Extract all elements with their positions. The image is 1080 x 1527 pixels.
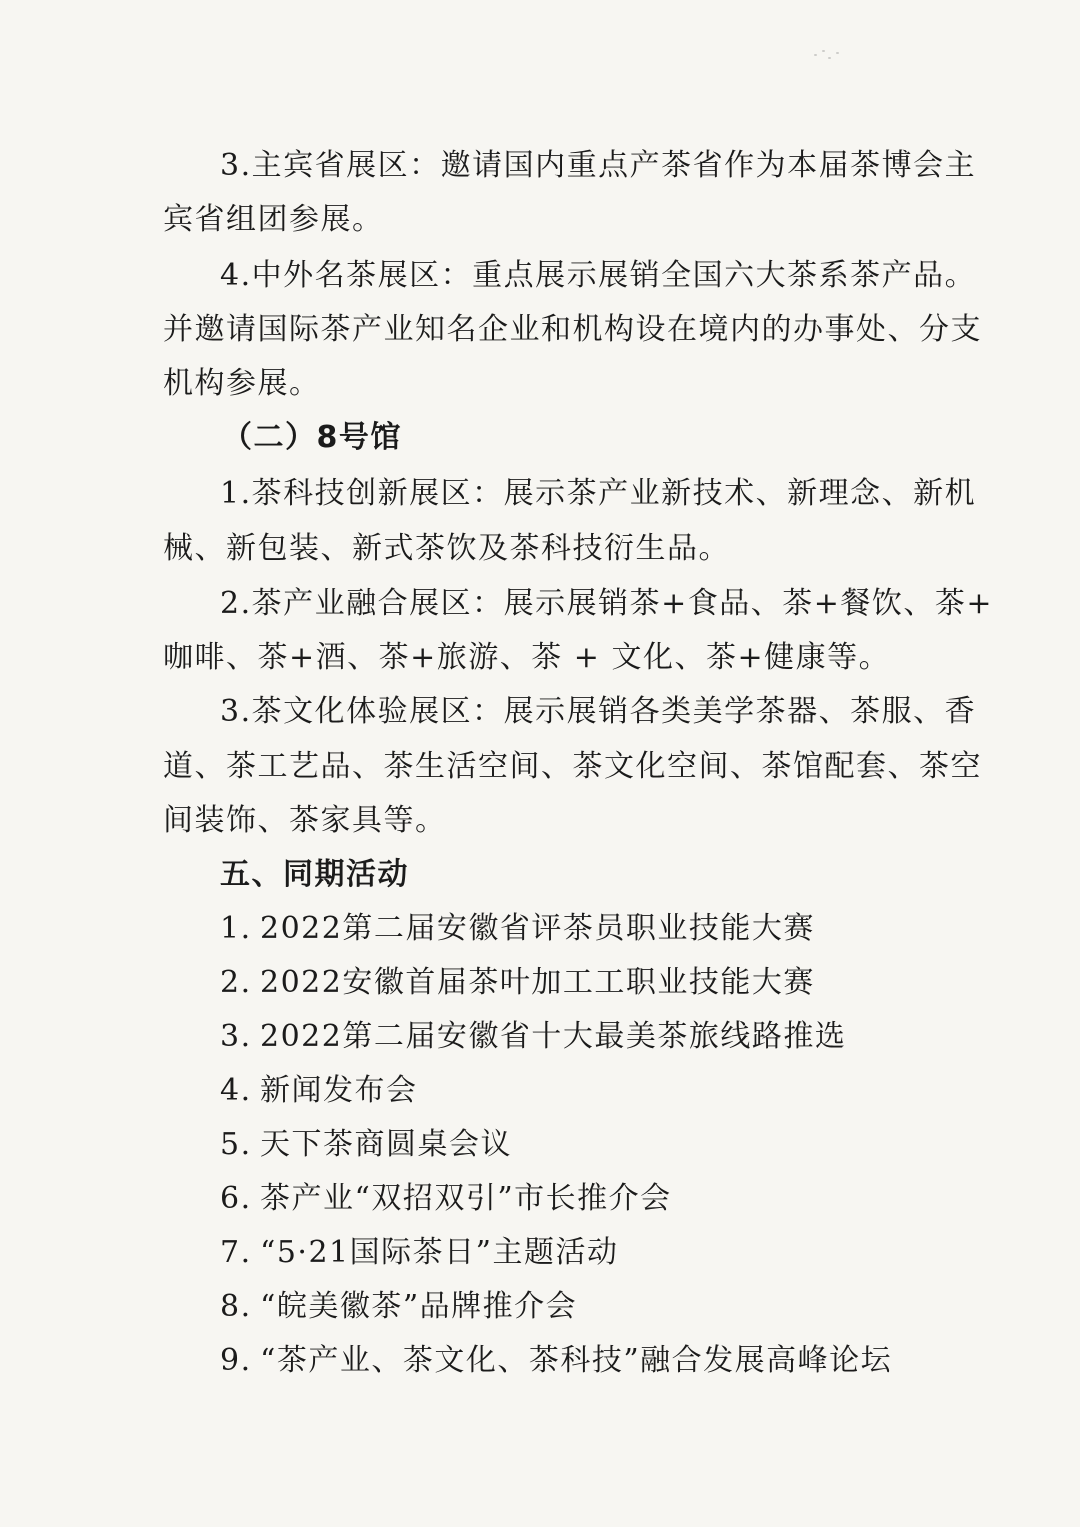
list-item [220, 963, 815, 1003]
list-item-number: 3. [220, 1019, 252, 1054]
list-item-number: 5. [220, 1127, 252, 1162]
list-item [220, 1017, 846, 1057]
paragraph-guest-province-line-2: 宾省组团参展。 [163, 202, 384, 237]
paragraph-culture-line-1: 3.茶文化体验展区：展示展销各类美学茶器、茶服、香 [220, 694, 977, 729]
paragraph-culture-line-3: 间装饰、茶家具等。 [163, 803, 447, 838]
list-item-text: 天下茶商圆桌会议 [260, 1127, 512, 1162]
list-item-text: “5·21国际茶日”主题活动 [260, 1235, 619, 1270]
list-item-number: 6. [220, 1181, 252, 1216]
list-item-number: 7. [220, 1235, 252, 1270]
list-item [220, 1179, 672, 1219]
paragraph-integration-line-2: 咖啡、茶+酒、茶+旅游、茶 + 文化、茶+健康等。 [163, 640, 891, 675]
list-item-number: 2. [220, 965, 252, 1000]
paragraph-tea-tech-line-1: 1.茶科技创新展区：展示茶产业新技术、新理念、新机 [220, 476, 977, 511]
paragraph-famous-tea-line-1: 4.中外名茶展区：重点展示展销全国六大茶系茶产品。 [220, 258, 977, 293]
paragraph-tea-tech-line-2: 械、新包装、新式茶饮及茶科技衍生品。 [163, 531, 730, 566]
list-item-text: 2022安徽首届茶叶加工工职业技能大赛 [260, 965, 815, 1000]
list-item [220, 1287, 577, 1327]
section-heading-activities: 五、同期活动 [220, 857, 409, 892]
list-item [220, 1233, 618, 1273]
list-item-text: 2022第二届安徽省评茶员职业技能大赛 [260, 911, 815, 946]
paragraph-culture-line-2: 道、茶工艺品、茶生活空间、茶文化空间、茶馆配套、茶空 [163, 749, 982, 784]
list-item-text: 2022第二届安徽省十大最美茶旅线路推选 [260, 1019, 847, 1054]
list-item [220, 1341, 892, 1381]
list-item-number: 4. [220, 1073, 252, 1108]
paragraph-famous-tea-line-3: 机构参展。 [163, 366, 321, 401]
section-heading-hall-8: （二）8号馆 [222, 420, 402, 455]
list-item-number: 8. [220, 1289, 252, 1324]
list-item-number: 1. [220, 911, 252, 946]
list-item-number: 9. [220, 1343, 252, 1378]
list-item-text: 新闻发布会 [260, 1073, 418, 1108]
list-item [220, 1071, 418, 1111]
list-item-text: “皖美徽茶”品牌推介会 [260, 1289, 578, 1324]
paragraph-guest-province-line-1: 3.主宾省展区：邀请国内重点产茶省作为本届茶博会主 [220, 148, 977, 183]
list-item-text: “茶产业、茶文化、茶科技”融合发展高峰论坛 [260, 1343, 893, 1378]
paragraph-famous-tea-line-2: 并邀请国际茶产业知名企业和机构设在境内的办事处、分支 [163, 312, 982, 347]
list-item [220, 1125, 512, 1165]
scan-speck [812, 48, 842, 62]
list-item [220, 909, 815, 949]
list-item-text: 茶产业“双招双引”市长推介会 [260, 1181, 672, 1216]
paragraph-integration-line-1: 2.茶产业融合展区：展示展销茶+食品、茶+餐饮、茶+ [220, 586, 994, 621]
